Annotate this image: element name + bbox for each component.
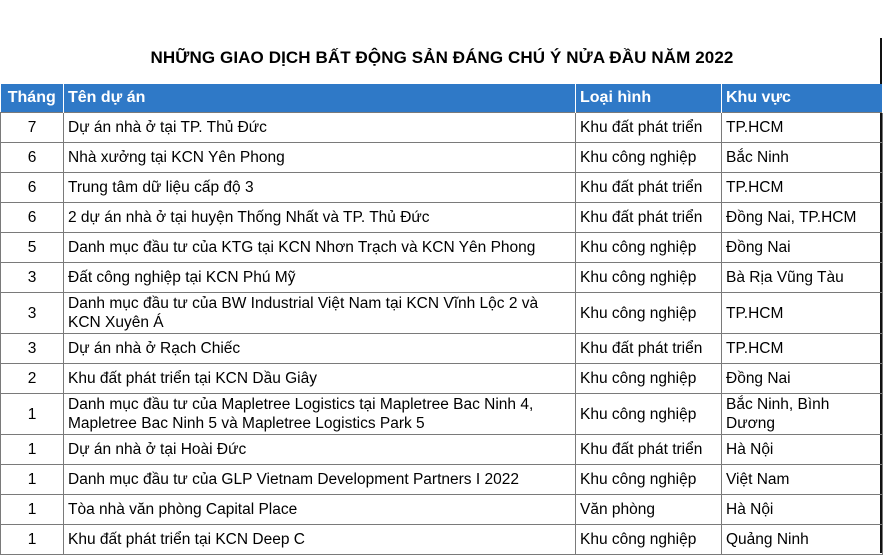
cell-month: 2	[1, 364, 64, 394]
cell-area: Quảng Ninh	[722, 525, 883, 555]
table-row	[1, 525, 883, 555]
header-type: Loại hình	[576, 84, 722, 113]
cell-area: Đồng Nai, TP.HCM	[722, 203, 883, 233]
cell-project-name: 2 dự án nhà ở tại huyện Thống Nhất và TP. Thủ Đức	[64, 203, 576, 233]
cell-area: Hà Nội	[722, 495, 883, 525]
cell-type: Khu công nghiệp	[576, 263, 722, 293]
table-row	[1, 465, 883, 495]
cell-area: TP.HCM	[722, 173, 883, 203]
cell-project-name: Danh mục đầu tư của BW Industrial Việt Nam tại KCN Vĩnh Lộc 2 và KCN Xuyên Á	[64, 293, 576, 334]
cell-area: Bắc Ninh	[722, 143, 883, 173]
cell-type: Khu công nghiệp	[576, 233, 722, 263]
cell-month: 5	[1, 233, 64, 263]
cell-project-name: Đất công nghiệp tại KCN Phú Mỹ	[64, 263, 576, 293]
header-month: Tháng	[1, 84, 64, 113]
cell-type: Khu đất phát triển	[576, 113, 722, 143]
cell-area: TP.HCM	[722, 293, 883, 334]
cell-type: Khu đất phát triển	[576, 435, 722, 465]
table-row	[1, 113, 883, 143]
cell-month: 7	[1, 113, 64, 143]
cell-area: Bắc Ninh, Bình Dương	[722, 394, 883, 435]
cell-project-name: Dự án nhà ở tại Hoài Đức	[64, 435, 576, 465]
cell-month: 6	[1, 143, 64, 173]
table-title: NHỮNG GIAO DỊCH BẤT ĐỘNG SẢN ĐÁNG CHÚ Ý NỬA ĐẦU NĂM 2022	[150, 48, 734, 67]
header-row	[1, 84, 883, 113]
cell-month: 1	[1, 465, 64, 495]
transactions-table	[0, 84, 883, 555]
table-row	[1, 233, 883, 263]
table-row	[1, 435, 883, 465]
cell-area: TP.HCM	[722, 113, 883, 143]
table-row	[1, 334, 883, 364]
cell-type: Khu đất phát triển	[576, 203, 722, 233]
cell-type: Khu công nghiệp	[576, 293, 722, 334]
cell-area: Hà Nội	[722, 435, 883, 465]
cell-area: TP.HCM	[722, 334, 883, 364]
cell-month: 6	[1, 203, 64, 233]
cell-type: Khu công nghiệp	[576, 465, 722, 495]
cell-month: 1	[1, 525, 64, 555]
cell-type: Khu công nghiệp	[576, 525, 722, 555]
table-body	[1, 113, 883, 555]
cell-month: 3	[1, 263, 64, 293]
table-row	[1, 143, 883, 173]
cell-project-name: Khu đất phát triển tại KCN Deep C	[64, 525, 576, 555]
table-row	[1, 394, 883, 435]
cell-month: 3	[1, 334, 64, 364]
table-row	[1, 495, 883, 525]
table-row	[1, 203, 883, 233]
cell-month: 6	[1, 173, 64, 203]
cell-type: Văn phòng	[576, 495, 722, 525]
cell-type: Khu công nghiệp	[576, 143, 722, 173]
header-area: Khu vực	[722, 84, 883, 113]
table-row	[1, 263, 883, 293]
table-row	[1, 364, 883, 394]
cell-month: 1	[1, 394, 64, 435]
cell-type: Khu đất phát triển	[576, 334, 722, 364]
cell-area: Việt Nam	[722, 465, 883, 495]
cell-project-name: Danh mục đầu tư của KTG tại KCN Nhơn Trạch và KCN Yên Phong	[64, 233, 576, 263]
cell-type: Khu đất phát triển	[576, 173, 722, 203]
cell-project-name: Danh mục đầu tư của Mapletree Logistics tại Mapletree Bac Ninh 4, Mapletree Bac Ninh 5 và Mapletree Logistics Park 5	[64, 394, 576, 435]
header-project-name: Tên dự án	[64, 84, 576, 113]
cell-project-name: Trung tâm dữ liệu cấp độ 3	[64, 173, 576, 203]
cell-project-name: Nhà xưởng tại KCN Yên Phong	[64, 143, 576, 173]
cell-month: 1	[1, 435, 64, 465]
cell-area: Đồng Nai	[722, 364, 883, 394]
cell-project-name: Danh mục đầu tư của GLP Vietnam Development Partners I 2022	[64, 465, 576, 495]
cell-area: Bà Rịa Vũng Tàu	[722, 263, 883, 293]
cell-month: 3	[1, 293, 64, 334]
cell-project-name: Dự án nhà ở tại TP. Thủ Đức	[64, 113, 576, 143]
cell-project-name: Dự án nhà ở Rạch Chiếc	[64, 334, 576, 364]
cell-project-name: Tòa nhà văn phòng Capital Place	[64, 495, 576, 525]
cell-project-name: Khu đất phát triển tại KCN Dầu Giây	[64, 364, 576, 394]
cell-month: 1	[1, 495, 64, 525]
table-row	[1, 293, 883, 334]
cell-area: Đồng Nai	[722, 233, 883, 263]
table-row	[1, 173, 883, 203]
cell-type: Khu công nghiệp	[576, 364, 722, 394]
cell-type: Khu công nghiệp	[576, 394, 722, 435]
